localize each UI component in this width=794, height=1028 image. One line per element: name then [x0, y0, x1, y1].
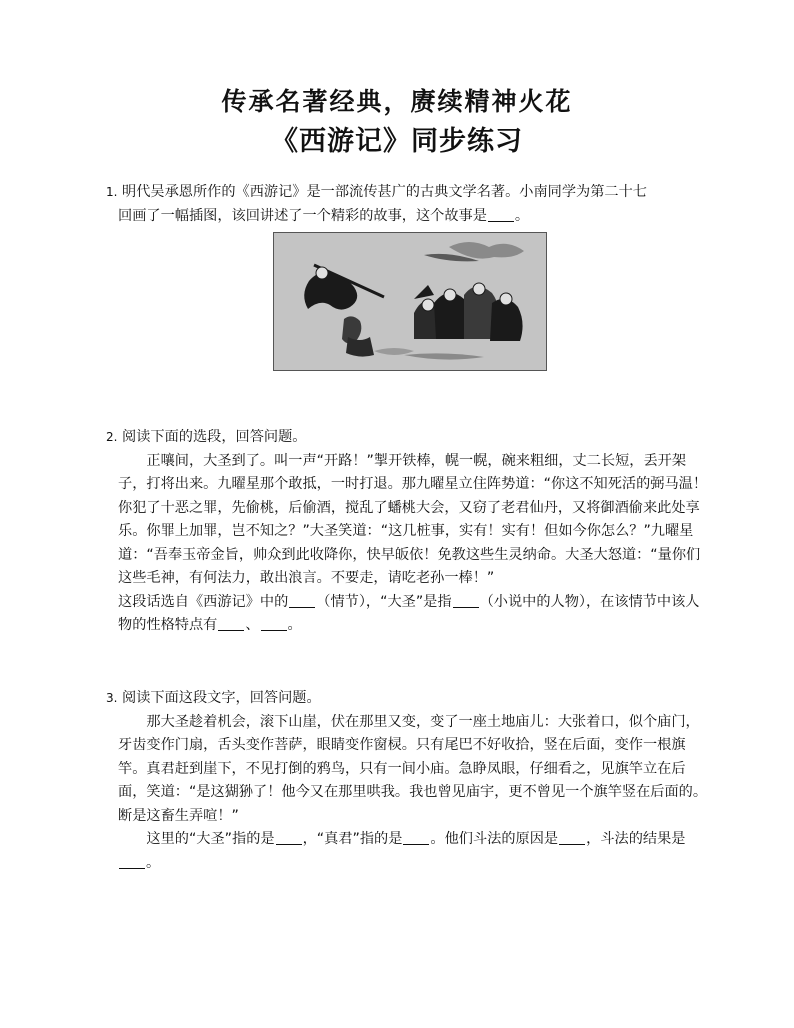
- answer-blank[interactable]: [119, 854, 145, 869]
- question-number: 2.: [106, 430, 118, 444]
- question-text: 。: [287, 617, 302, 633]
- page-title: 传承名著经典，赓续精神火花: [221, 87, 573, 116]
- question-prompt: 阅读下面的选段，回答问题。: [122, 429, 307, 445]
- question-prompt: 阅读下面这段文字，回答问题。: [122, 690, 321, 706]
- answer-blank[interactable]: [488, 207, 514, 222]
- question-text: 。: [146, 854, 161, 871]
- illustration-image: [273, 232, 547, 371]
- question-text: 这段话选自《西游记》中的: [118, 593, 289, 610]
- question-number: 1.: [106, 185, 118, 199]
- question-text: 、: [245, 617, 260, 633]
- question-text: 明代吴承恩所作的《西游记》是一部流传甚广的古典文学名著。小南同学为第二十七: [122, 184, 647, 200]
- question-text: （情节），“大圣”是指: [316, 593, 452, 610]
- question-2: [100, 426, 710, 638]
- question-text: 这里的“大圣”指的是: [146, 831, 275, 847]
- answer-blank[interactable]: [218, 616, 244, 631]
- passage-text: 正嚷间，大圣到了。叫一声“开路！”掣开铁棒，幌一幌，碗来粗细，丈二长短，丢开架子，打将出来。九曜星那个敢抵，一时打退。那九曜星立住阵势道：“你这不知死活的弼马温！你犯了十恶之罪，先偷桃，后偷酒，搅乱了蟠桃大会，又窃了老君仙丹，又将御酒偷来此处享乐。你罪上加罪，岂不知之？”大圣笑道：“这几桩事，实有！实有！但如今你怎么？”九曜星道：“吾奉玉帝金旨，帅众到此收降你，快早皈依！免教这些生灵纳命。大圣大怒道：“量你们这些毛神，有何法力，敢出浪言。不要走，请吃老孙一棒！”: [118, 452, 708, 586]
- answer-blank[interactable]: [261, 616, 287, 631]
- head-shape: [473, 283, 485, 295]
- passage-text: 那大圣趁着机会，滚下山崖，伏在那里又变，变了一座土地庙儿：大张着口，似个庙门，牙齿变作门扇，舌头变作菩萨，眼睛变作窗棂。只有尾巴不好收拾，竖在后面，变作一根旗竿。真君赶到崖下，不见打倒的鸦鸟，只有一间小庙。急睁凤眼，仔细看之，见旗竿立在后面，笑道：“是这猢狲了！他今又在那里哄我。我也曾见庙宇，更不曾见一个旗竿竖在后面的。断是这畜生弄喧！”: [118, 713, 708, 824]
- answer-blank[interactable]: [276, 830, 302, 845]
- question-text: 。他们斗法的原因是: [430, 831, 559, 847]
- answer-blank[interactable]: [403, 830, 429, 845]
- head-shape: [500, 293, 512, 305]
- illustration-drawing: [274, 233, 546, 370]
- question-text: ，斗法的结果是: [586, 831, 686, 847]
- answer-blank[interactable]: [289, 593, 315, 608]
- head-shape: [422, 299, 434, 311]
- question-text: （小说中的人物），在该情节中该人物的性格特点有: [118, 593, 700, 633]
- answer-blank[interactable]: [453, 593, 479, 608]
- answer-blank[interactable]: [559, 830, 585, 845]
- question-number: 3.: [106, 691, 118, 705]
- head-shape: [316, 267, 328, 279]
- question-1: [100, 181, 710, 228]
- question-text: 回画了一幅插图，该回讲述了一个精彩的故事，这个故事是: [118, 207, 487, 224]
- question-text: 。: [514, 207, 530, 224]
- question-text: ，“真君”指的是: [302, 831, 403, 847]
- head-shape: [444, 289, 456, 301]
- question-3: [100, 687, 710, 875]
- page-subtitle: 《西游记》同步练习: [271, 126, 523, 157]
